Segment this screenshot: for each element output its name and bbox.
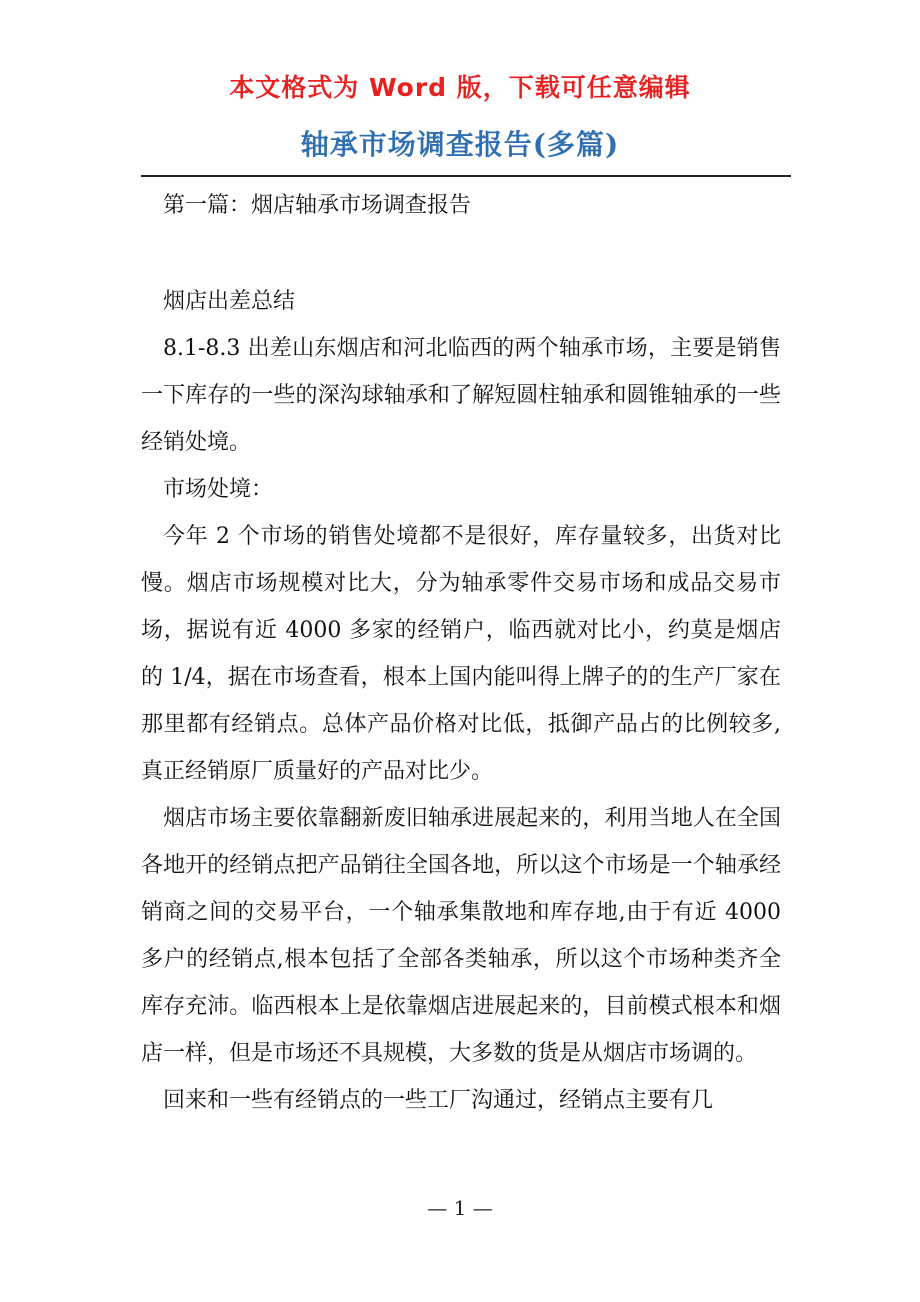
paragraph: 烟店出差总结 bbox=[163, 289, 296, 314]
page-number: — 1 — bbox=[427, 1196, 493, 1220]
paragraph: 8.1-8.3 出差山东烟店和河北临西的两个轴承市场，主要是销售一下库存的一些的深沟球轴承和了解短圆柱轴承和圆锥轴承的一些经销处境。 bbox=[141, 336, 781, 455]
document-body bbox=[141, 182, 781, 1124]
paragraph: 烟店市场主要依靠翻新废旧轴承进展起来的，利用当地人在全国各地开的经销点把产品销往全国各地，所以这个市场是一个轴承经销商之间的交易平台，一个轴承集散地和库存地,由于有近 4000 多户的经销点,根本包括了全部各类轴承，所以这个市场种类齐全库存充沛。临西根本上是依靠烟店进展起来的，目前模式根本和烟店一样，但是市场还不具规模，大多数的货是从烟店市场调的。 bbox=[141, 806, 781, 1066]
format-notice: 本文格式为 Word 版，下载可任意编辑 bbox=[229, 73, 691, 102]
blank-line bbox=[141, 229, 781, 278]
document-title: 轴承市场调查报告(多篇) bbox=[300, 128, 620, 161]
paragraph: 今年 2 个市场的销售处境都不是很好，库存量较多，出货对比慢。烟店市场规模对比大，分为轴承零件交易市场和成品交易市场，据说有近 4000 多家的经销户，临西就对比小，约莫是烟店的 1/4，据在市场查看，根本上国内能叫得上牌子的的生产厂家在那里都有经销点。总体产品价格对比低，抵御产品占的比例较多,真正经销原厂质量好的产品对比少。 bbox=[141, 524, 781, 784]
title-divider bbox=[141, 175, 791, 177]
section-heading: 第一篇：烟店轴承市场调查报告 bbox=[163, 193, 472, 218]
paragraph: 市场处境： bbox=[163, 477, 274, 502]
paragraph: 回来和一些有经销点的一些工厂沟通过，经销点主要有几 bbox=[163, 1088, 714, 1113]
